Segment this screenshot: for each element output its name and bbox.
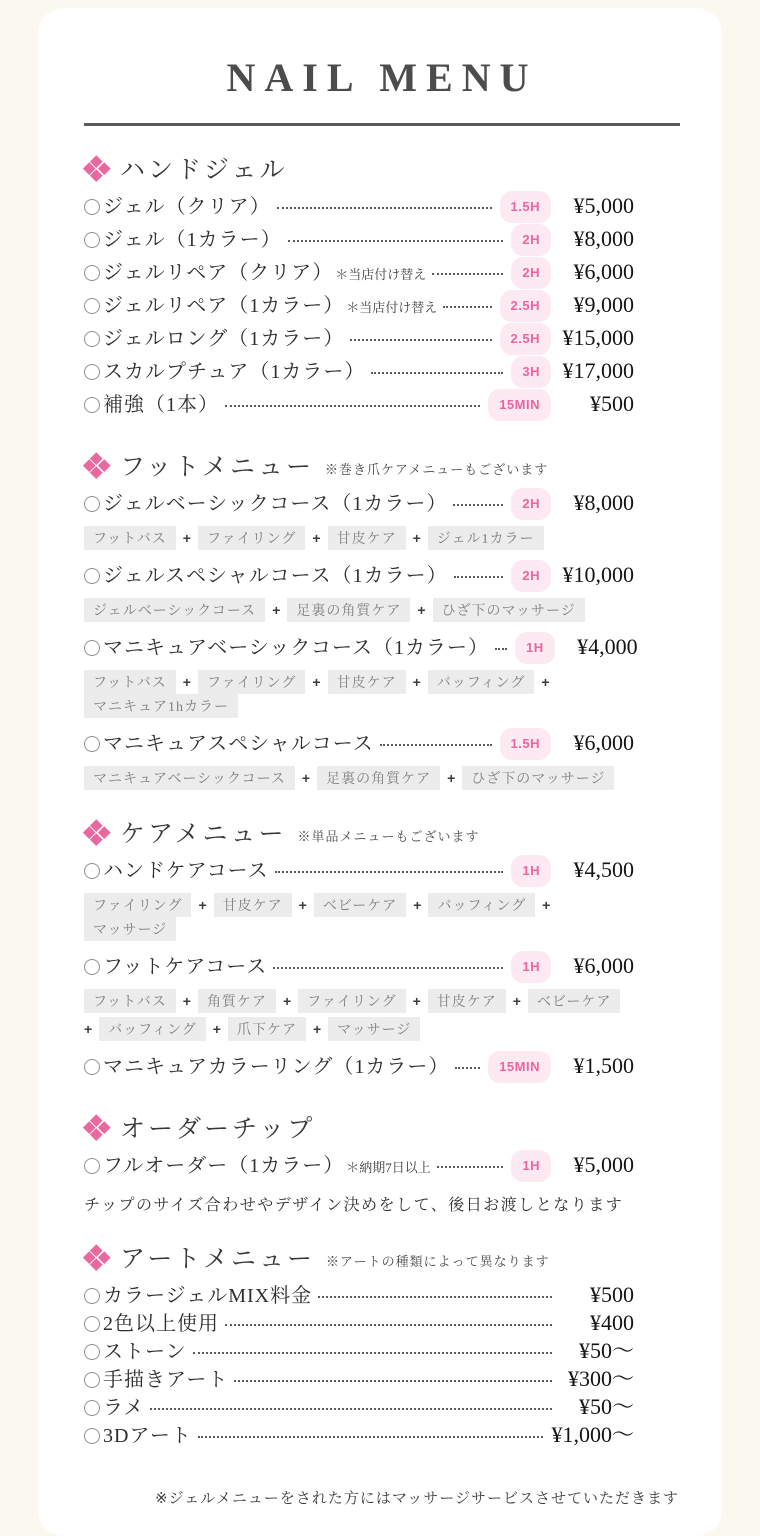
plus-separator: + [412, 530, 421, 546]
circle-bullet-icon [84, 265, 100, 281]
menu-item-row [84, 259, 634, 291]
item-name: マニキュアスペシャルコース [103, 733, 374, 755]
plus-separator: + [417, 602, 426, 618]
menu-item-row [84, 1282, 634, 1309]
component-tag-line [84, 989, 634, 1013]
menu-item [84, 634, 638, 718]
dotted-leader [225, 405, 480, 407]
menu-item [84, 1282, 634, 1309]
section-note: ※巻き爪ケアメニューもございます [325, 462, 549, 477]
menu-item [84, 1338, 634, 1365]
diamond-cluster-icon [84, 156, 109, 181]
component-tag: バッフィング [99, 1017, 206, 1041]
circle-bullet-icon [84, 1400, 100, 1416]
duration-badge: 1.5H [500, 191, 551, 223]
component-tag: ジェル1カラー [428, 526, 544, 550]
dotted-leader [454, 576, 504, 578]
component-tag: ファイリング [198, 526, 305, 550]
plus-separator: + [298, 897, 307, 913]
item-name: ジェルスペシャルコース（1カラー） [103, 565, 448, 587]
component-tag: マニキュアベーシックコース [84, 766, 295, 790]
diamond-cluster-icon [84, 1115, 109, 1140]
menu-sections [84, 150, 680, 1449]
section-title: アートメニュー [120, 1246, 316, 1273]
item-price: ¥5,000 [573, 1152, 634, 1177]
circle-bullet-icon [84, 1372, 100, 1388]
item-name: ジェル（1カラー） [103, 229, 282, 251]
item-name: ジェル（クリア） [103, 196, 271, 218]
duration-badge: 15MIN [488, 1051, 551, 1083]
circle-bullet-icon [84, 199, 100, 215]
diamond-cluster-icon [84, 820, 109, 845]
item-components [84, 893, 634, 941]
item-name: フルオーダー（1カラー） [103, 1155, 345, 1177]
item-note: ＊当店付け替え [346, 300, 438, 315]
dotted-leader [432, 273, 503, 275]
circle-bullet-icon [84, 640, 100, 656]
component-tag: ひざ下のマッサージ [462, 766, 614, 790]
circle-bullet-icon [84, 331, 100, 347]
menu-item [84, 1310, 634, 1337]
circle-bullet-icon [84, 568, 100, 584]
item-price: ¥4,500 [573, 857, 634, 882]
component-tag: 足裏の角質ケア [287, 598, 410, 622]
duration-badge: 2H [511, 488, 551, 520]
menu-item-row [84, 391, 634, 423]
section-title: フットメニュー [120, 454, 315, 481]
menu-item [84, 259, 634, 291]
diamond-cluster-icon [84, 1245, 109, 1270]
menu-item-row [84, 325, 634, 357]
component-tag: ベビーケア [314, 893, 406, 917]
item-name: カラージェルMIX料金 [103, 1285, 313, 1307]
item-price: ¥500 [590, 391, 634, 416]
plus-separator: + [413, 897, 422, 913]
menu-item-row [84, 1366, 634, 1393]
plus-separator: + [182, 530, 191, 546]
section-title: ハンドジェル [120, 157, 288, 184]
item-name: 3Dアート [103, 1425, 192, 1447]
menu-item-row [84, 1394, 634, 1421]
component-tag: 足裏の角質ケア [317, 766, 440, 790]
item-name: ラメ [103, 1397, 145, 1419]
component-tag: 甘皮ケア [328, 670, 406, 694]
duration-badge: 2H [511, 257, 551, 289]
component-tag: ファイリング [84, 893, 191, 917]
menu-item-row [84, 953, 634, 985]
item-name: マニキュアカラーリング（1カラー） [103, 1056, 450, 1078]
section-note: ※単品メニューもございます [297, 829, 480, 844]
plus-separator: + [512, 993, 521, 1009]
dotted-leader [495, 648, 507, 650]
item-price: ¥50～ [578, 1394, 634, 1419]
menu-section [84, 1109, 634, 1215]
item-price: ¥1,500 [573, 1053, 634, 1078]
item-name: ストーン [103, 1341, 187, 1363]
plus-separator: + [301, 770, 311, 786]
item-price: ¥1,000～ [551, 1422, 634, 1447]
plus-separator: + [541, 674, 550, 690]
duration-badge: 1H [511, 855, 551, 887]
item-price: ¥300～ [567, 1366, 634, 1391]
dotted-leader [455, 1067, 480, 1069]
component-tag: 甘皮ケア [328, 526, 406, 550]
item-components [84, 598, 634, 622]
item-price: ¥8,000 [573, 490, 634, 515]
dotted-leader [453, 504, 503, 506]
plus-separator: + [84, 1021, 93, 1037]
component-tag-line [84, 1017, 634, 1041]
duration-badge: 1H [515, 632, 555, 664]
dotted-leader [225, 1324, 552, 1326]
item-price: ¥50～ [578, 1338, 634, 1363]
dotted-leader [275, 871, 504, 873]
item-price: ¥8,000 [573, 226, 634, 251]
item-name: スカルプチュア（1カラー） [103, 361, 366, 383]
duration-badge: 2.5H [500, 323, 551, 355]
duration-badge: 1.5H [500, 728, 551, 760]
duration-badge: 2H [511, 560, 551, 592]
circle-bullet-icon [84, 1288, 100, 1304]
plus-separator: + [447, 770, 456, 786]
menu-item [84, 1422, 634, 1449]
menu-item-row [84, 857, 634, 889]
plus-separator: + [182, 674, 191, 690]
duration-badge: 1H [511, 951, 551, 983]
dotted-leader [437, 1166, 504, 1168]
circle-bullet-icon [84, 863, 100, 879]
item-note: ＊納期7日以上 [346, 1160, 431, 1175]
plus-separator: + [198, 897, 207, 913]
component-tag-line [84, 766, 634, 790]
item-price: ¥17,000 [562, 358, 634, 383]
circle-bullet-icon [84, 232, 100, 248]
circle-bullet-icon [84, 1158, 100, 1174]
menu-item-row [84, 358, 634, 390]
dotted-leader [273, 967, 503, 969]
circle-bullet-icon [84, 496, 100, 512]
plus-separator: + [312, 1021, 322, 1037]
menu-item [84, 391, 634, 423]
plus-separator: + [312, 674, 321, 690]
dotted-leader [277, 207, 492, 209]
plus-separator: + [412, 993, 421, 1009]
plus-separator: + [542, 897, 551, 913]
item-name: ハンドケアコース [103, 860, 269, 882]
title-divider [84, 123, 680, 126]
section-header [84, 1239, 634, 1275]
plus-separator: + [212, 1021, 221, 1037]
menu-section [84, 814, 634, 1085]
menu-item-row [84, 292, 634, 324]
component-tag: ファイリング [298, 989, 405, 1013]
component-tag: ファイリング [198, 670, 305, 694]
component-tag: バッフィング [428, 893, 535, 917]
item-name: 手描きアート [103, 1369, 229, 1391]
dotted-leader [193, 1352, 552, 1354]
dotted-leader [198, 1436, 544, 1438]
footer-note: ※ジェルメニューをされた方にはマッサージサービスさせていただきます [155, 1490, 679, 1507]
section-title: ケアメニュー [120, 821, 287, 848]
menu-item [84, 325, 634, 357]
component-tag: フットバス [84, 989, 176, 1013]
menu-item [84, 490, 634, 550]
dotted-leader [234, 1380, 552, 1382]
circle-bullet-icon [84, 1344, 100, 1360]
menu-item-row [84, 634, 638, 666]
dotted-leader [380, 744, 492, 746]
diamond-cluster-icon [84, 453, 109, 478]
item-name: ジェルリペア（クリア） [103, 262, 334, 284]
dotted-leader [350, 339, 491, 341]
duration-badge: 1H [511, 1150, 551, 1182]
item-name: フットケアコース [103, 956, 268, 978]
menu-section [84, 150, 634, 423]
circle-bullet-icon [84, 959, 100, 975]
circle-bullet-icon [84, 1059, 100, 1075]
circle-bullet-icon [84, 1428, 100, 1444]
component-tag: 爪下ケア [228, 1017, 306, 1041]
item-name: ジェルベーシックコース（1カラー） [103, 493, 448, 515]
dotted-leader [443, 306, 491, 308]
menu-item-row [84, 226, 634, 258]
component-tag: 角質ケア [198, 989, 276, 1013]
section-note: ※アートの種類によって異なります [326, 1254, 550, 1269]
item-name: ジェルリペア（1カラー） [103, 295, 345, 317]
component-tag: 甘皮ケア [214, 893, 292, 917]
plus-separator: + [312, 530, 321, 546]
menu-item [84, 562, 634, 622]
menu-item [84, 358, 634, 390]
menu-section [84, 447, 638, 790]
dotted-leader [371, 372, 503, 374]
item-price: ¥9,000 [573, 292, 634, 317]
menu-item-row [84, 193, 634, 225]
dotted-leader [318, 1296, 552, 1298]
component-tag-line [84, 893, 634, 941]
item-price: ¥400 [590, 1310, 634, 1335]
menu-card [38, 8, 722, 1536]
plus-separator: + [282, 993, 292, 1009]
menu-item [84, 1394, 634, 1421]
menu-item [84, 1053, 634, 1085]
circle-bullet-icon [84, 736, 100, 752]
item-note: ＊当店付け替え [335, 267, 427, 282]
item-name: ジェルロング（1カラー） [103, 328, 345, 350]
item-price: ¥6,000 [573, 953, 634, 978]
item-name: 補強（1本） [103, 394, 219, 416]
section-title: オーダーチップ [120, 1116, 316, 1143]
component-tag: マニキュア1hカラー [84, 694, 238, 718]
dotted-leader [150, 1408, 552, 1410]
menu-section [84, 1239, 634, 1449]
component-tag: バッフィング [428, 670, 535, 694]
item-description: チップのサイズ合わせやデザイン決めをして、後日お渡しとなります [84, 1197, 624, 1214]
duration-badge: 15MIN [488, 389, 551, 421]
circle-bullet-icon [84, 397, 100, 413]
menu-item [84, 1152, 634, 1215]
section-header [84, 814, 634, 850]
item-components [84, 526, 634, 550]
section-header [84, 150, 634, 186]
item-price: ¥10,000 [562, 562, 634, 587]
item-price: ¥500 [590, 1282, 634, 1307]
component-tag: フットバス [84, 526, 176, 550]
menu-item-row [84, 562, 634, 594]
duration-badge: 2H [511, 224, 551, 256]
component-tag: フットバス [84, 670, 176, 694]
section-header [84, 1109, 634, 1145]
component-tag: ジェルベーシックコース [84, 598, 265, 622]
circle-bullet-icon [84, 364, 100, 380]
menu-item-row [84, 730, 634, 762]
item-name: 2色以上使用 [103, 1313, 219, 1335]
item-price: ¥6,000 [573, 259, 634, 284]
menu-item [84, 857, 634, 941]
page-title: NAIL MENU [226, 55, 538, 100]
component-tag-line [84, 598, 634, 622]
circle-bullet-icon [84, 1316, 100, 1332]
plus-separator: + [272, 602, 281, 618]
duration-badge: 2.5H [500, 290, 551, 322]
item-price: ¥5,000 [573, 193, 634, 218]
menu-item-row [84, 490, 634, 522]
item-components [84, 766, 634, 790]
plus-separator: + [182, 993, 191, 1009]
plus-separator: + [412, 674, 421, 690]
item-price: ¥15,000 [562, 325, 634, 350]
item-components [84, 670, 634, 718]
item-components [84, 989, 634, 1041]
component-tag: ひざ下のマッサージ [433, 598, 585, 622]
item-price: ¥6,000 [573, 730, 634, 755]
menu-item [84, 953, 634, 1041]
menu-item [84, 292, 634, 324]
component-tag-line [84, 670, 634, 718]
menu-item-row [84, 1053, 634, 1085]
item-name: マニキュアベーシックコース（1カラー） [103, 637, 489, 659]
component-tag: ベビーケア [528, 989, 620, 1013]
component-tag-line [84, 526, 634, 550]
circle-bullet-icon [84, 298, 100, 314]
duration-badge: 3H [511, 356, 551, 388]
section-header [84, 447, 634, 483]
menu-item-row [84, 1422, 634, 1449]
component-tag: マッサージ [328, 1017, 420, 1041]
menu-item [84, 226, 634, 258]
dotted-leader [288, 240, 504, 242]
component-tag: 甘皮ケア [428, 989, 506, 1013]
menu-item-row [84, 1338, 634, 1365]
menu-item-row [84, 1310, 634, 1337]
item-price: ¥4,000 [577, 634, 638, 659]
menu-item [84, 1366, 634, 1393]
menu-item [84, 193, 634, 225]
menu-item-row [84, 1152, 634, 1184]
component-tag: マッサージ [84, 917, 176, 941]
menu-item [84, 730, 634, 790]
